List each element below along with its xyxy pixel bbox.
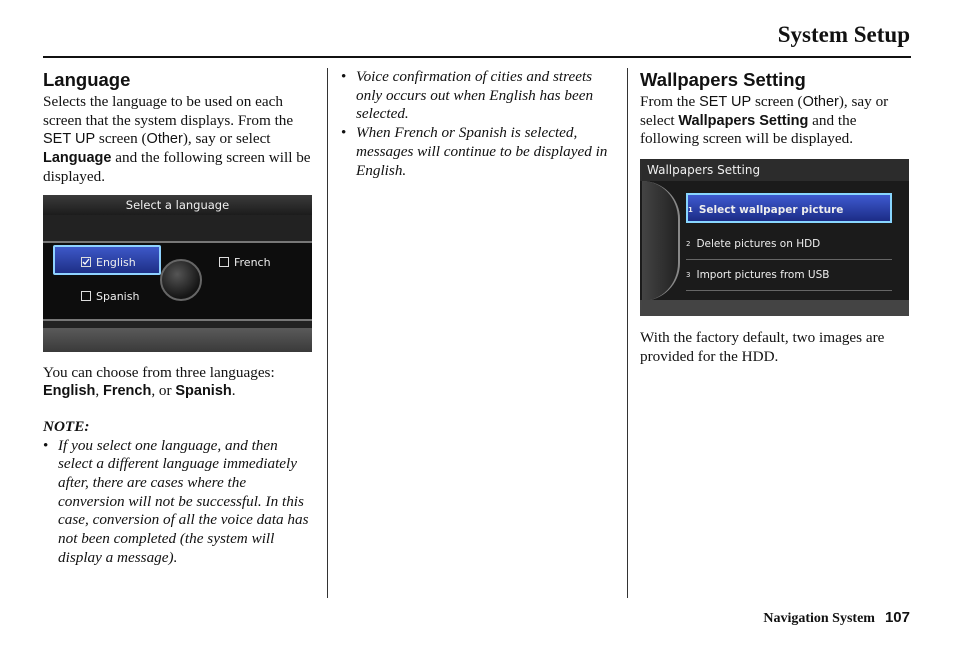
item-number: 2 xyxy=(686,240,691,249)
french-option-label: French xyxy=(234,255,271,269)
spanish-option xyxy=(81,288,139,307)
select-wallpaper-item xyxy=(686,193,892,223)
other-label: Other xyxy=(146,131,183,148)
note-list xyxy=(43,437,315,568)
item-label: Select wallpaper picture xyxy=(698,204,844,217)
language-heading: Language xyxy=(43,69,131,90)
checkbox-icon xyxy=(219,257,229,267)
language-choices xyxy=(43,364,315,401)
intro-text: and the following screen will be displayed. xyxy=(640,111,857,148)
column-divider-right xyxy=(627,68,628,598)
language-screen-title: Select a language xyxy=(43,195,312,215)
header-rule xyxy=(43,56,911,58)
choices-text: , xyxy=(95,382,103,400)
item-label: Import pictures from USB xyxy=(696,269,830,282)
item-label: Delete pictures on HDD xyxy=(696,238,821,251)
wallpapers-screen-image xyxy=(640,159,909,316)
choices-text: . xyxy=(231,382,236,400)
import-pictures-item xyxy=(686,260,892,291)
choices-text: You can choose from three languages: xyxy=(43,363,275,381)
language-label: Language xyxy=(43,150,112,167)
column-divider-left xyxy=(327,68,328,598)
french-option xyxy=(219,254,271,273)
checkbox-icon xyxy=(81,291,91,301)
wallpapers-intro xyxy=(640,93,912,149)
intro-text: and the following screen will be displayed. xyxy=(43,149,311,185)
dial-knob-icon xyxy=(160,259,202,301)
screen-bottom-bar xyxy=(43,328,312,352)
wallpapers-screen-title: Wallpapers Setting xyxy=(640,159,909,181)
language-screen-image xyxy=(43,195,312,352)
spanish-option-label: Spanish xyxy=(96,289,140,303)
english-option xyxy=(81,254,136,273)
side-arc-decoration xyxy=(642,181,680,301)
intro-text: Selects the language to be used on each screen that the system displays. From the xyxy=(43,93,294,129)
page-title: System Setup xyxy=(777,22,910,47)
english-option-label: English xyxy=(96,255,136,269)
wallpapers-setting-label: Wallpapers Setting xyxy=(678,112,809,129)
delete-pictures-item xyxy=(686,229,892,260)
note-title: NOTE: xyxy=(43,417,90,435)
intro-text: ), say or select xyxy=(182,130,271,148)
page-footer xyxy=(763,609,910,627)
language-intro xyxy=(43,93,315,187)
intro-text: screen ( xyxy=(95,130,147,148)
other-label: Other xyxy=(802,94,839,110)
note-bullet: • If you select one language, and then select a different language immediately after, there are cases where the conversion will not be successful. In this case, conversion of all the voice data has not been completed (the system will display a message). xyxy=(43,437,315,568)
middle-bullet: • When French or Spanish is selected, messages will continue to be displayed in English. xyxy=(341,124,613,180)
screen-bottom-bar xyxy=(640,300,909,316)
item-number: 3 xyxy=(686,271,691,280)
french-label: French xyxy=(102,383,152,400)
middle-column xyxy=(341,68,613,180)
language-column xyxy=(43,66,315,568)
item-number: 1 xyxy=(688,206,693,215)
middle-bullet-list xyxy=(341,68,613,180)
checkbox-checked-icon xyxy=(81,257,91,267)
intro-text: From the xyxy=(640,93,700,110)
intro-text: ), say or select xyxy=(640,93,889,129)
middle-bullet: • Voice confirmation of cities and streets only occurs out when English has been selected. xyxy=(341,68,613,124)
setup-label: SET UP xyxy=(699,94,752,110)
intro-text: screen ( xyxy=(751,93,803,110)
setup-label: SET UP xyxy=(43,131,96,148)
wallpapers-footer-text: With the factory default, two images are provided for the HDD. xyxy=(640,329,885,365)
page-number: 107 xyxy=(884,609,910,626)
choices-text: , or xyxy=(151,382,176,400)
wallpapers-heading: Wallpapers Setting xyxy=(640,69,806,90)
english-label: English xyxy=(43,383,96,400)
footer-section: Navigation System xyxy=(763,611,875,626)
wallpapers-column xyxy=(640,66,912,367)
spanish-label: Spanish xyxy=(175,383,232,400)
